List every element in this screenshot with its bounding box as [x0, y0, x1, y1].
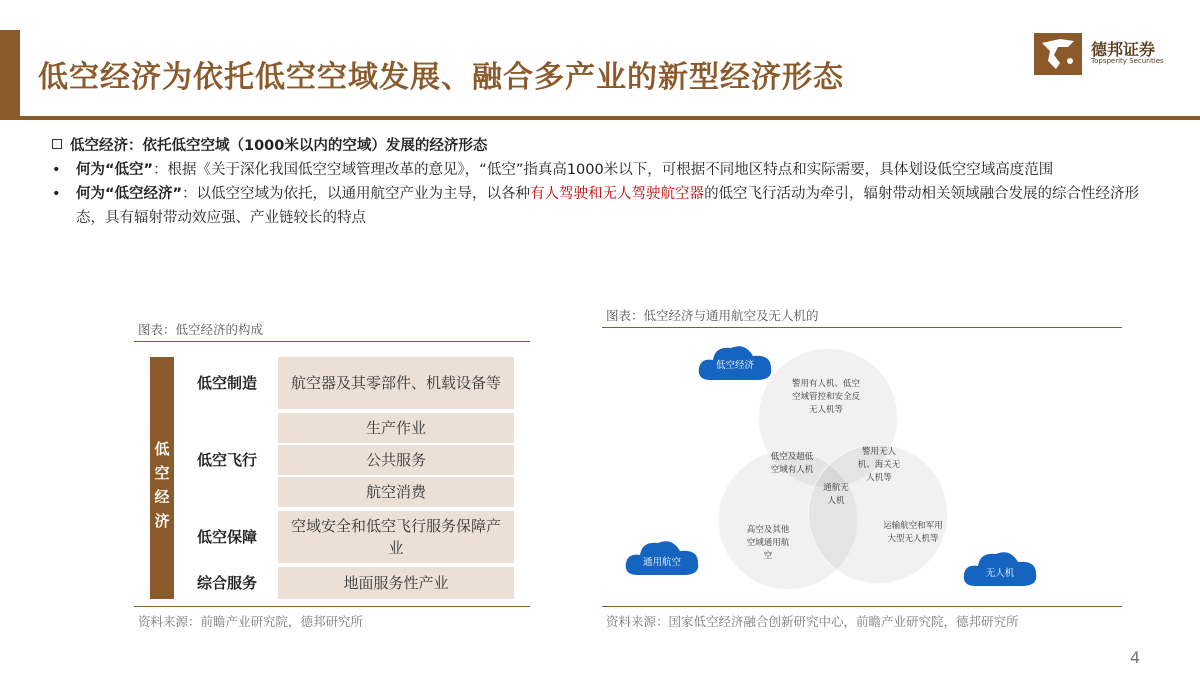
region-top-right: 警用无人机、海关无人机等 [857, 447, 901, 483]
left-figure-source: 资料来源：前瞻产业研究院，德邦研究所 [138, 614, 364, 629]
title-divider [0, 116, 1200, 120]
right-figure-source: 资料来源：国家低空经济融合创新研究中心，前瞻产业研究院，德邦研究所 [606, 614, 1019, 629]
intro-section [52, 134, 1162, 230]
region-top-only: 警用有人机、低空空域管控和安全反无人机等 [791, 379, 860, 415]
composition-table [150, 357, 514, 599]
cloud-low-altitude-economy [695, 340, 775, 386]
item-cell: 航空器及其零部件、机载设备等 [278, 357, 514, 409]
table-side-label-bar [150, 357, 174, 599]
left-figure-title: 图表：低空经济的构成 [138, 322, 264, 337]
intro-heading [52, 134, 1162, 158]
title-accent-bar [0, 30, 20, 116]
bullet-1-text: ：根据《关于深化我国低空空域管理改革的意见》，“低空”指真高1000米以下，可根据不同地区特点和实际需要，具体划设低空空域高度范围 [153, 162, 1054, 178]
bullet-2-highlight: 有人驾驶和无人驾驶航空器 [530, 186, 705, 202]
logo-name-en: Topsperity Securities [1091, 57, 1164, 65]
page-number: 4 [1130, 648, 1141, 667]
bullet-2-text-before: ：以低空空域为依托，以通用航空产业为主导，以各种 [182, 186, 531, 202]
item-cell: 公共服务 [278, 445, 514, 475]
bullet-2-label: 何为“低空经济” [76, 186, 183, 202]
category-cell: 低空飞行 [178, 413, 276, 507]
logo-name-cn: 德邦证券 [1091, 40, 1156, 59]
category-cell: 低空保障 [178, 511, 276, 563]
right-figure-title: 图表：低空经济与通用航空及无人机的 [606, 308, 819, 323]
bullet-low-altitude-economy [52, 182, 1162, 230]
right-figure-bottom-rule [602, 606, 1122, 607]
intro-heading-text: 低空经济：依托低空空域（1000米以内的空域）发展的经济形态 [70, 138, 488, 154]
region-right-only: 运输航空和军用大型无人机等 [883, 521, 943, 544]
category-cell: 综合服务 [178, 567, 276, 599]
company-logo [1034, 33, 1174, 75]
table-side-label: 低空经济 [154, 440, 170, 530]
left-figure-top-rule [134, 341, 530, 342]
region-top-left: 低空及超低空域有人机 [770, 452, 814, 475]
cloud-general-aviation [622, 535, 702, 581]
item-cell: 地面服务性产业 [278, 567, 514, 599]
logo-mark-icon [1034, 33, 1082, 75]
item-cell: 生产作业 [278, 413, 514, 443]
right-figure-top-rule [602, 327, 1122, 328]
region-center: 通航无人机 [823, 483, 849, 506]
checkbox-square-icon [52, 139, 62, 149]
bullet-1-label: 何为“低空” [76, 162, 154, 178]
cloud-label: 低空经济 [715, 360, 754, 371]
bullet-2-text-after: 的低空飞行活动为牵引，辐射带动相关领域融合发展的综合性经济形态，具有辐射带动效应强、产业链较长的特点 [76, 186, 1140, 226]
category-cell: 低空制造 [178, 357, 276, 409]
cloud-drone [960, 546, 1040, 592]
venn-diagram [600, 330, 1120, 602]
cloud-label: 无人机 [985, 568, 1015, 579]
page-title: 低空经济为依托低空空域发展、融合多产业的新型经济形态 [38, 60, 844, 95]
item-cell: 空域安全和低空飞行服务保障产业 [278, 511, 514, 563]
region-left-only: 高空及其他空域通用航空 [746, 525, 790, 561]
left-figure-bottom-rule [134, 606, 530, 607]
cloud-label: 通用航空 [642, 557, 681, 568]
item-cell: 航空消费 [278, 477, 514, 507]
bullet-low-altitude [52, 158, 1162, 182]
